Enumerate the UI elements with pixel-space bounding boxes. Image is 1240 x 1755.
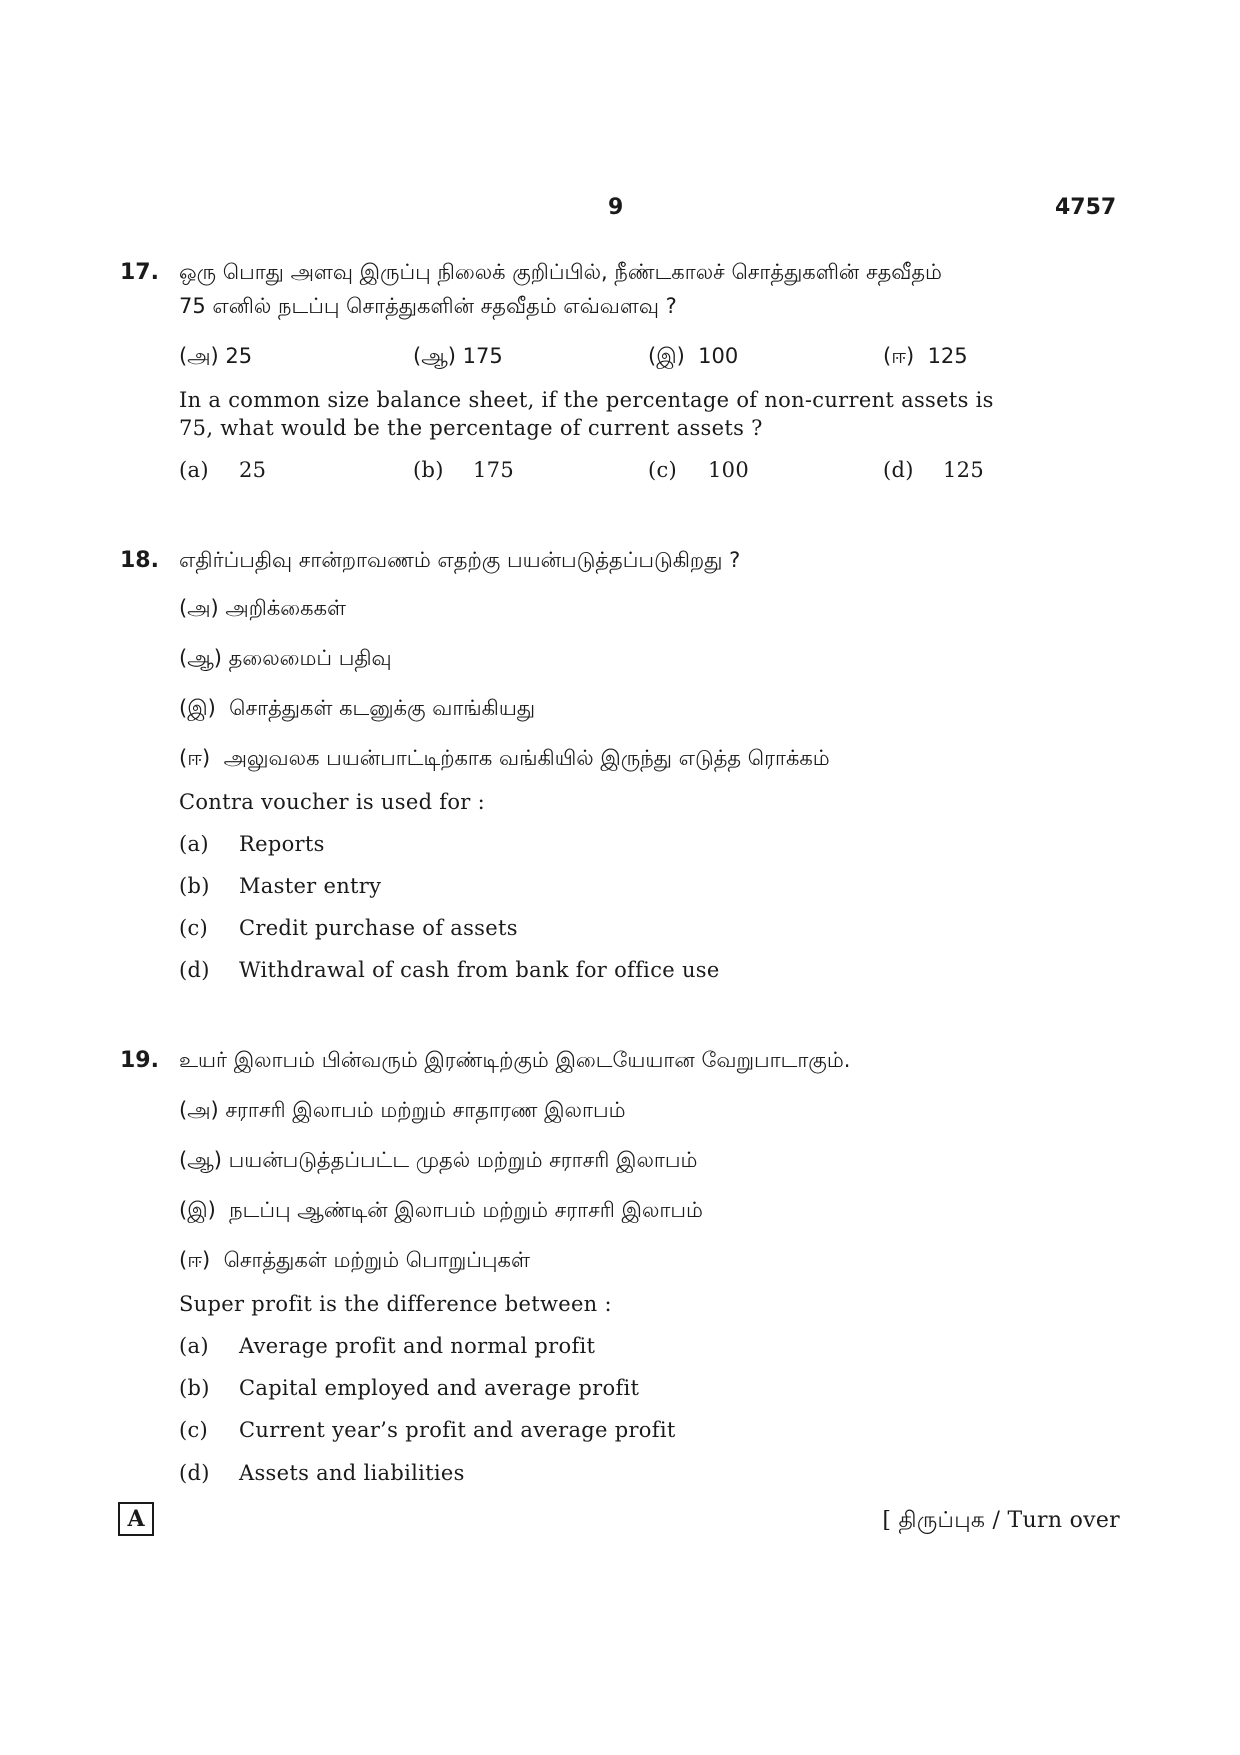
q19-tamil-option-d: [179, 1248, 530, 1275]
option-label: (c): [648, 458, 678, 482]
option-text: 25: [239, 458, 267, 482]
option-text: 175: [473, 458, 514, 482]
q18-tamil-option-a: [179, 596, 346, 623]
option-text: 175: [462, 344, 503, 368]
option-text: Withdrawal of cash from bank for office use: [239, 958, 720, 982]
option-label: (அ): [179, 1098, 219, 1122]
q19-english-option-a: [179, 1334, 595, 1358]
option-text: 125: [927, 344, 968, 368]
option-text: Average profit and normal profit: [239, 1334, 596, 1358]
option-text: 100: [698, 344, 739, 368]
q17-english-option-c: [648, 458, 749, 482]
option-text: அறிக்கைகள்: [225, 596, 346, 620]
q19-tamil-option-b: [179, 1148, 697, 1175]
option-text: Credit purchase of assets: [239, 916, 518, 940]
q17-english-option-d: [883, 458, 984, 482]
q19-english-question: Super profit is the difference between :: [179, 1292, 612, 1316]
q18-tamil-option-d: [179, 746, 830, 773]
question-number-19: 19.: [120, 1048, 159, 1073]
turn-over-note: [ திருப்புக / Turn over: [882, 1508, 1120, 1533]
option-label: (d): [179, 958, 210, 982]
q18-tamil-option-c: [179, 696, 535, 723]
option-label: (a): [179, 832, 209, 856]
q17-english-line-2: 75, what would be the percentage of current assets ?: [179, 416, 763, 440]
option-label: (c): [179, 916, 209, 940]
q18-tamil-option-b: [179, 646, 392, 673]
option-text: 125: [943, 458, 984, 482]
q17-tamil-option-c: [648, 344, 738, 371]
q19-tamil-option-c: [179, 1198, 703, 1225]
q17-tamil-option-d: [883, 344, 968, 371]
option-text: பயன்படுத்தப்பட்ட முதல் மற்றும் சராசரி இலாபம்: [228, 1148, 698, 1172]
q18-english-option-a: [179, 832, 325, 856]
q18-english-option-c: [179, 916, 518, 940]
option-label: (b): [179, 1376, 210, 1400]
option-text: Assets and liabilities: [239, 1461, 465, 1485]
q18-tamil-question: எதிர்ப்பதிவு சான்றாவணம் எதற்கு பயன்படுத்தப்படுகிறது ?: [179, 548, 741, 572]
option-label: (அ): [179, 344, 219, 368]
q17-tamil-line-1: ஒரு பொது அளவு இருப்பு நிலைக் குறிப்பில், நீண்டகாலச் சொத்துகளின் சதவீதம்: [179, 260, 942, 284]
option-label: (d): [179, 1461, 210, 1485]
option-text: சராசரி இலாபம் மற்றும் சாதாரண இலாபம்: [225, 1098, 626, 1122]
option-text: நடப்பு ஆண்டின் இலாபம் மற்றும் சராசரி இலாபம்: [229, 1198, 703, 1222]
option-text: Current year’s profit and average profit: [239, 1418, 676, 1442]
booklet-code-box: A: [118, 1502, 154, 1536]
option-label: (b): [413, 458, 444, 482]
option-label: (இ): [179, 1198, 216, 1222]
option-label: (ஆ): [179, 646, 222, 670]
option-label: (d): [883, 458, 914, 482]
q17-tamil-line-2: 75 எனில் நடப்பு சொத்துகளின் சதவீதம் எவ்வளவு ?: [179, 294, 677, 318]
option-text: சொத்துகள் கடனுக்கு வாங்கியது: [229, 696, 536, 720]
q19-tamil-question: உயர் இலாபம் பின்வரும் இரண்டிற்கும் இடையேயான வேறுபாடாகும்.: [179, 1048, 851, 1072]
page-number: 9: [608, 195, 624, 220]
option-label: (b): [179, 874, 210, 898]
option-label: (c): [179, 1418, 209, 1442]
q18-english-question: Contra voucher is used for :: [179, 790, 485, 814]
q19-english-option-c: [179, 1418, 676, 1442]
q17-english-option-a: [179, 458, 266, 482]
option-text: தலைமைப் பதிவு: [228, 646, 392, 670]
option-text: அலுவலக பயன்பாட்டிற்காக வங்கியில் இருந்து எடுத்த ரொக்கம்: [223, 746, 830, 770]
option-label: (ஆ): [179, 1148, 222, 1172]
q17-tamil-option-a: [179, 344, 252, 371]
option-label: (இ): [648, 344, 685, 368]
paper-code: 4757: [1055, 195, 1117, 220]
option-label: (இ): [179, 696, 216, 720]
option-label: (ஈ): [179, 1248, 211, 1272]
option-text: 100: [708, 458, 749, 482]
option-text: Capital employed and average profit: [239, 1376, 640, 1400]
question-number-17: 17.: [120, 260, 159, 285]
option-label: (ஈ): [179, 746, 211, 770]
q18-english-option-b: [179, 874, 381, 898]
option-text: Reports: [239, 832, 325, 856]
q17-tamil-option-b: [413, 344, 503, 371]
option-text: 25: [225, 344, 253, 368]
option-label: (a): [179, 458, 209, 482]
q17-english-option-b: [413, 458, 514, 482]
q19-tamil-option-a: [179, 1098, 626, 1125]
option-label: (ஆ): [413, 344, 456, 368]
option-text: சொத்துகள் மற்றும் பொறுப்புகள்: [223, 1248, 530, 1272]
option-label: (a): [179, 1334, 209, 1358]
q18-english-option-d: [179, 958, 720, 982]
q19-english-option-d: [179, 1461, 465, 1485]
q17-english-line-1: In a common size balance sheet, if the percentage of non-current assets is: [179, 388, 994, 412]
q19-english-option-b: [179, 1376, 639, 1400]
question-number-18: 18.: [120, 548, 159, 573]
option-text: Master entry: [239, 874, 382, 898]
option-label: (அ): [179, 596, 219, 620]
option-label: (ஈ): [883, 344, 915, 368]
